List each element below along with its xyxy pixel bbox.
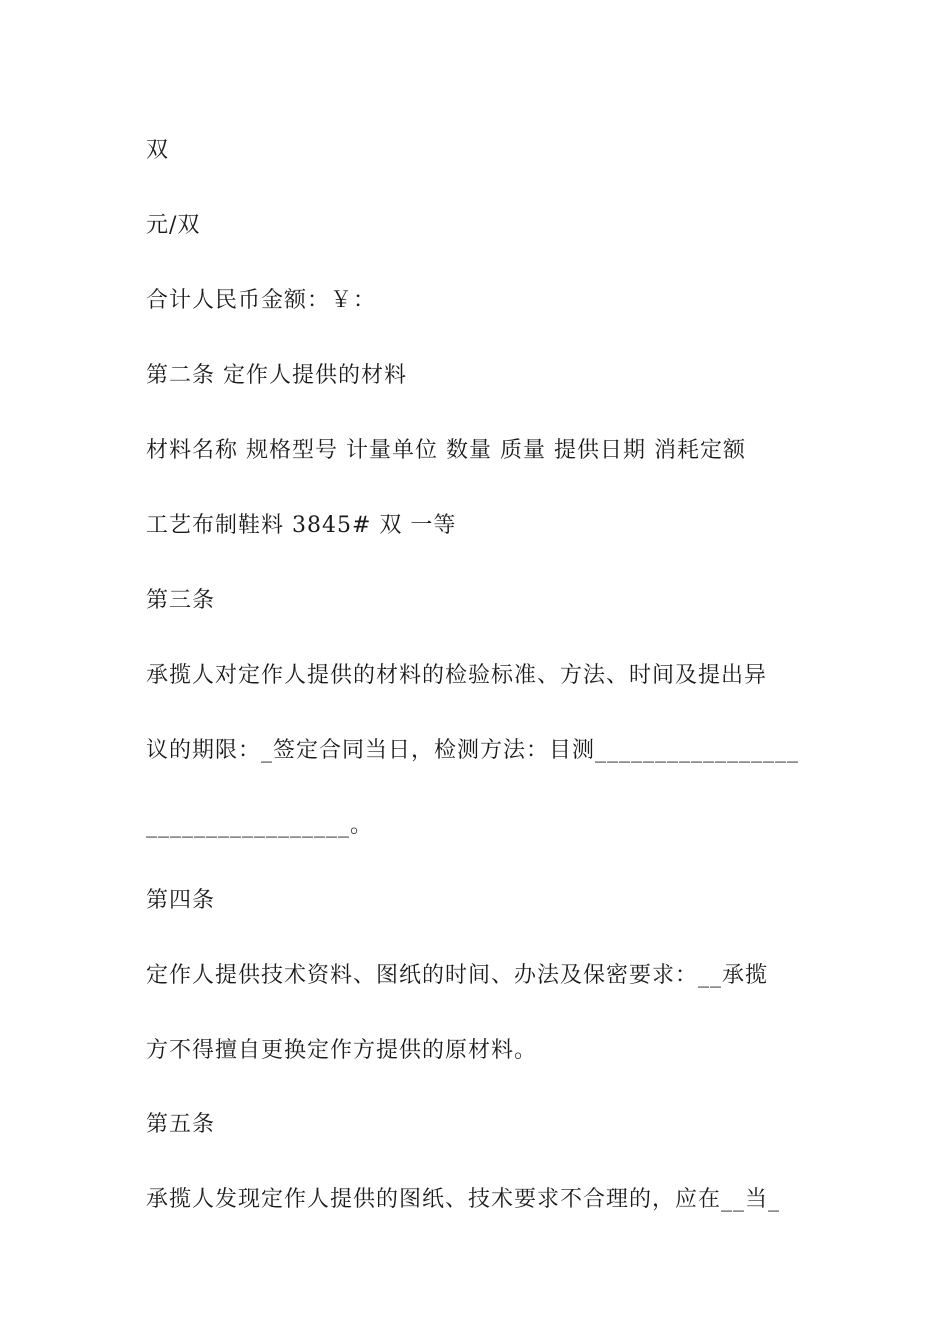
article-5-heading: 第五条 [146, 1112, 216, 1137]
article-5-paragraph-line-1: 承揽人发现定作人提供的图纸、技术要求不合理的，应在__当_ [146, 1187, 781, 1212]
article-3-paragraph-line-1: 承揽人对定作人提供的材料的检验标准、方法、时间及提出异 [146, 663, 768, 688]
article-4-paragraph-line-1: 定作人提供技术资料、图纸的时间、办法及保密要求：__承揽 [146, 963, 769, 988]
materials-table-header: 材料名称 规格型号 计量单位 数量 质量 提供日期 消耗定额 [146, 438, 746, 463]
article-3-paragraph-line-2: 议的期限：_签定合同当日，检测方法：目测_________________ [146, 738, 800, 763]
article-3-heading: 第三条 [146, 588, 216, 613]
text-line-unit-price: 元/双 [146, 213, 201, 238]
article-4-paragraph-line-2: 方不得擅自更换定作方提供的原材料。 [146, 1038, 538, 1063]
article-4-heading: 第四条 [146, 888, 216, 913]
materials-table-row: 工艺布制鞋料 3845# 双 一等 [146, 513, 457, 538]
article-2-heading: 第二条 定作人提供的材料 [146, 363, 407, 388]
text-line-unit: 双 [146, 138, 170, 163]
article-3-paragraph-line-3: _________________。 [146, 813, 374, 838]
text-line-total-amount: 合计人民币金额：￥： [146, 288, 377, 313]
